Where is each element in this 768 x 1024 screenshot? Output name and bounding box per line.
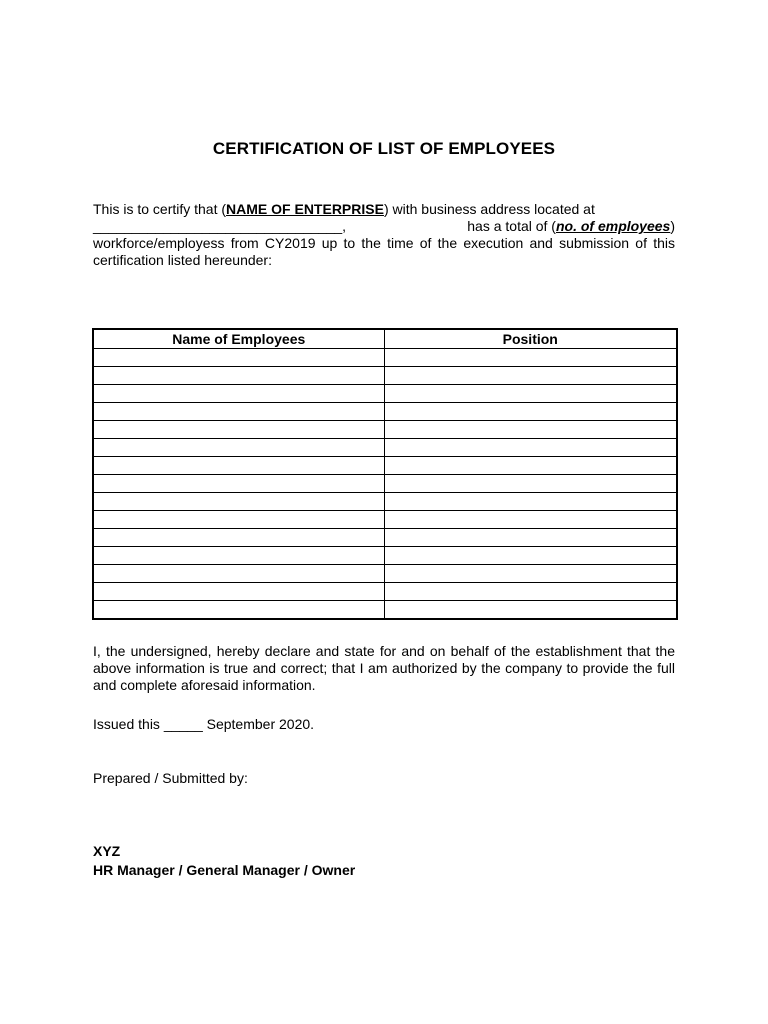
position-cell (384, 565, 677, 583)
intro-paragraph (93, 201, 675, 269)
position-cell (384, 421, 677, 439)
table-row (93, 457, 677, 475)
employee-name-cell (93, 457, 384, 475)
employee-count-placeholder: no. of employees (555, 218, 671, 234)
position-cell (384, 385, 677, 403)
employee-name-cell (93, 385, 384, 403)
employee-table (92, 328, 678, 620)
enterprise-name-placeholder: NAME OF ENTERPRISE (226, 201, 384, 217)
address-blank: ________________________________, (93, 218, 347, 234)
intro-line-1 (93, 201, 675, 218)
intro-line-2 (93, 218, 675, 235)
table-row (93, 511, 677, 529)
intro-text-2: ) with business address located at (383, 201, 595, 217)
position-cell (384, 547, 677, 565)
position-cell (384, 583, 677, 601)
table-row (93, 565, 677, 583)
table-row (93, 349, 677, 367)
position-cell (384, 439, 677, 457)
table-row (93, 439, 677, 457)
employee-name-cell (93, 511, 384, 529)
employee-name-cell (93, 547, 384, 565)
table-header-row (93, 329, 677, 349)
employee-name-cell (93, 439, 384, 457)
position-cell (384, 367, 677, 385)
employee-name-cell (93, 601, 384, 620)
employee-name-cell (93, 403, 384, 421)
signatory-title: HR Manager / General Manager / Owner (93, 862, 356, 878)
table-row (93, 583, 677, 601)
position-cell (384, 529, 677, 547)
position-cell (384, 349, 677, 367)
table-row (93, 403, 677, 421)
table-row (93, 385, 677, 403)
position-cell (384, 403, 677, 421)
table-row (93, 493, 677, 511)
position-cell (384, 511, 677, 529)
employee-name-cell (93, 475, 384, 493)
issued-line: Issued this _____ September 2020. (93, 716, 315, 732)
table-row (93, 421, 677, 439)
employee-name-cell (93, 421, 384, 439)
table-body (93, 349, 677, 620)
document-title: CERTIFICATION OF LIST OF EMPLOYEES (212, 139, 556, 158)
intro-text-3: has a total of ( (467, 218, 556, 234)
intro-text-5: workforce/employess from CY2019 up to the time of the execution and submission of this certification listed hereunder: (93, 235, 675, 268)
employee-name-cell (93, 565, 384, 583)
table-row (93, 475, 677, 493)
position-cell (384, 493, 677, 511)
employee-name-cell (93, 493, 384, 511)
signatory-name: XYZ (93, 843, 121, 859)
column-header-name: Name of Employees (93, 329, 384, 349)
employee-name-cell (93, 529, 384, 547)
table-row (93, 367, 677, 385)
position-cell (384, 475, 677, 493)
table-row (93, 547, 677, 565)
declaration-paragraph: I, the undersigned, hereby declare and state for and on behalf of the establishment that the above information is true and correct; that I am authorized by the company to provide the full and complete aforesaid information. (93, 643, 675, 693)
intro-text-1: This is to certify that ( (93, 201, 227, 217)
table-row (93, 601, 677, 620)
prepared-by-label: Prepared / Submitted by: (93, 770, 248, 786)
employee-name-cell (93, 367, 384, 385)
column-header-position: Position (384, 329, 677, 349)
employee-name-cell (93, 349, 384, 367)
position-cell (384, 457, 677, 475)
position-cell (384, 601, 677, 620)
employee-name-cell (93, 583, 384, 601)
table-row (93, 529, 677, 547)
intro-text-4: ) (670, 218, 675, 234)
